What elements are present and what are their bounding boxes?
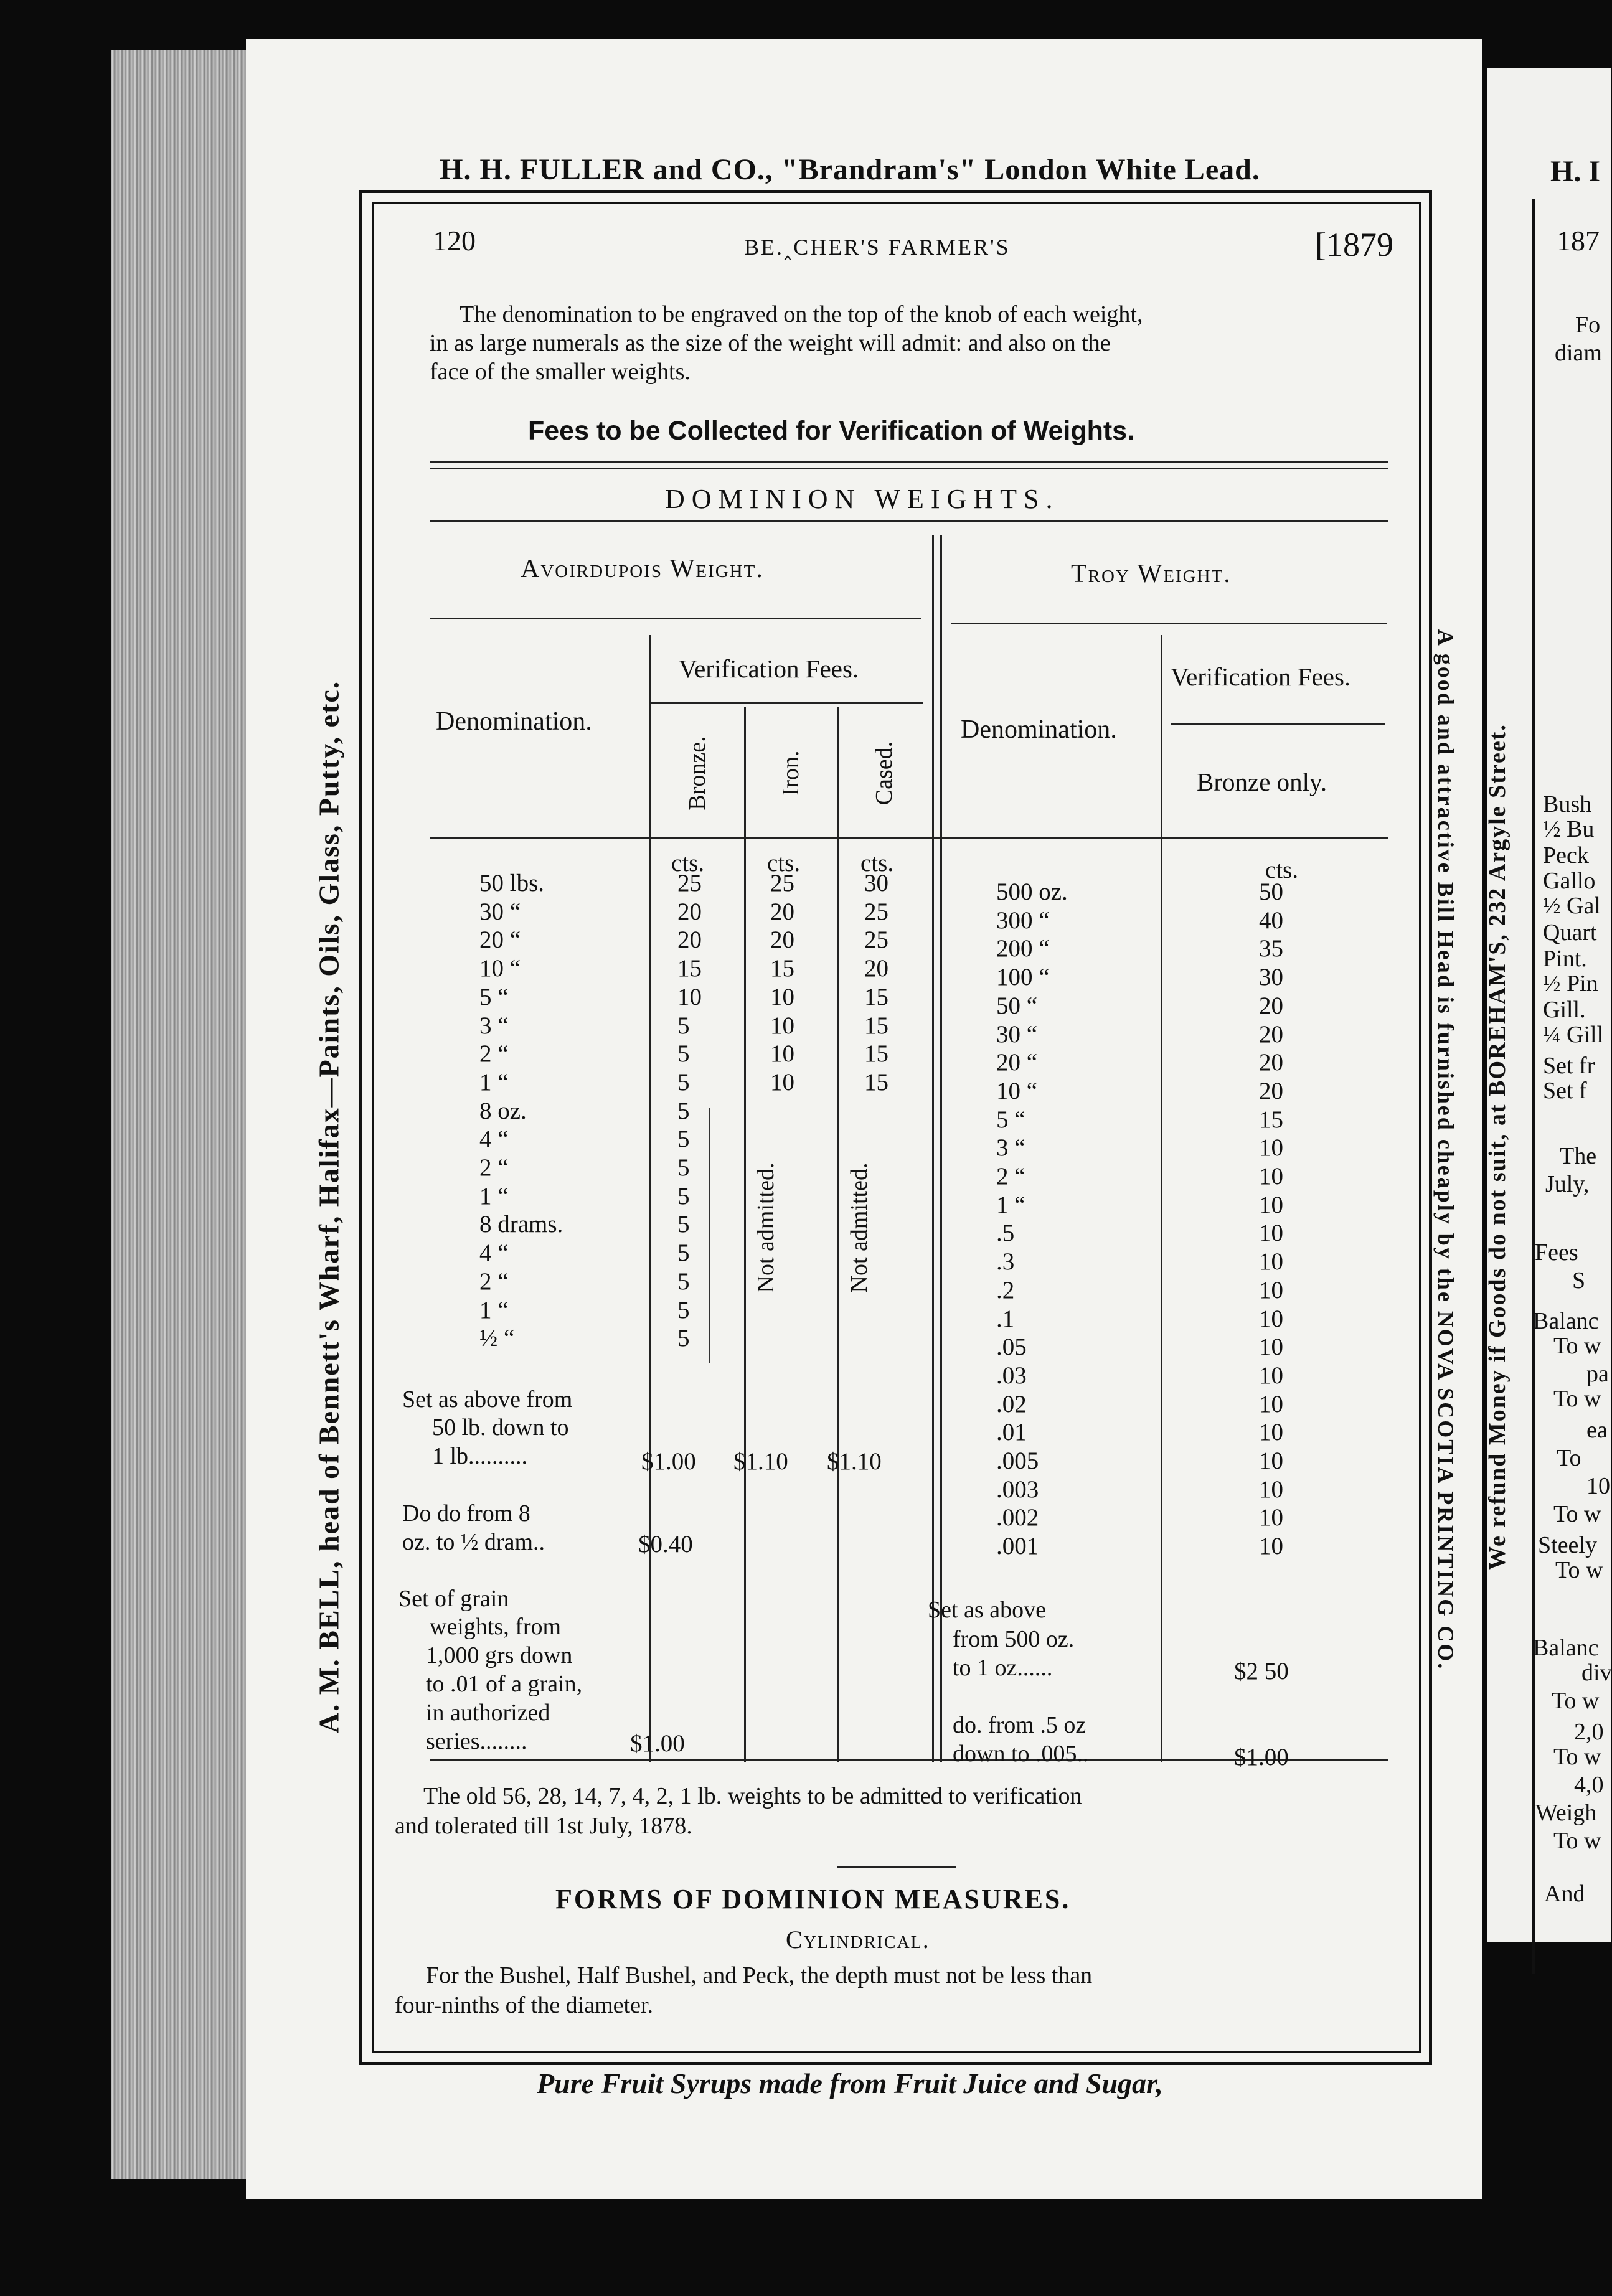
avoirdupois-fees-header: Verification Fees. xyxy=(679,654,859,683)
troy-denomination-cell: .001 xyxy=(996,1533,1039,1560)
troy-denomination-cell: .03 xyxy=(996,1362,1027,1389)
troy-fee-cell: 10 xyxy=(1259,1163,1283,1190)
rule xyxy=(951,623,1387,624)
avoirdupois-denomination-cell: 8 drams. xyxy=(479,1211,563,1238)
troy-denomination-cell: .3 xyxy=(996,1248,1015,1276)
facing-page-fragment: Fees xyxy=(1535,1240,1578,1266)
avoirdupois-iron-cell: 20 xyxy=(770,926,794,954)
troy-denomination-header: Denomination. xyxy=(961,715,1117,744)
facing-page-fragment: And xyxy=(1544,1881,1585,1907)
facing-page-fragment: Peck xyxy=(1543,842,1589,868)
troy-denomination-cell: 10 “ xyxy=(996,1077,1038,1104)
avoirdupois-denomination-cell: 8 oz. xyxy=(479,1097,527,1124)
troy-denomination-cell: .002 xyxy=(996,1504,1039,1531)
avoirdupois-denomination-cell: 2 “ xyxy=(479,1268,509,1295)
rule xyxy=(430,461,1388,463)
rule xyxy=(430,837,1388,839)
avoirdupois-denomination-cell: 10 “ xyxy=(479,955,521,982)
facing-page-fragment: diam xyxy=(1555,340,1602,366)
avoirdupois-bronze-cell: 15 xyxy=(677,955,702,982)
cased-header: Cased. xyxy=(871,741,897,806)
troy-denomination-cell: 1 “ xyxy=(996,1191,1025,1218)
av-set1-iron-fee: $1.10 xyxy=(733,1448,788,1475)
troy-set1-line-2: from 500 oz. xyxy=(953,1626,1075,1652)
av-set3-line-4: to .01 of a grain, xyxy=(426,1671,583,1697)
troy-units: cts. xyxy=(1265,857,1299,883)
troy-fee-cell: 10 xyxy=(1259,1419,1283,1446)
rule xyxy=(649,702,923,704)
measures-line-1: For the Bushel, Half Bushel, and Peck, the depth must not be less than xyxy=(426,1962,1093,1988)
facing-page-fragment: ½ Gal xyxy=(1543,893,1601,919)
av-set3-line-2: weights, from xyxy=(430,1614,562,1640)
troy-set2-line-2: down to .005.. xyxy=(953,1741,1089,1767)
troy-denomination-cell: .02 xyxy=(996,1390,1027,1418)
left-margin-advertisement: A. M. BELL, head of Bennett's Wharf, Halifax—Paints, Oils, Glass, Putty, etc. xyxy=(313,680,345,1734)
avoirdupois-denomination-cell: 1 “ xyxy=(479,1068,509,1096)
av-set1-line-1: Set as above from xyxy=(402,1386,573,1413)
avoirdupois-denomination-cell: 2 “ xyxy=(479,1154,509,1182)
cased-units: cts. xyxy=(860,850,894,877)
avoirdupois-iron-cell: 10 xyxy=(770,1012,794,1039)
cylindrical-heading: Cylindrical. xyxy=(786,1926,930,1954)
avoirdupois-iron-cell: 10 xyxy=(770,983,794,1010)
avoirdupois-denomination-cell: 20 “ xyxy=(479,926,521,954)
av-set1-bronze-fee: $1.00 xyxy=(641,1448,696,1475)
avoirdupois-cased-fees xyxy=(864,869,888,1097)
avoirdupois-bronze-cell: 5 xyxy=(677,1211,690,1238)
troy-fee-cell: 10 xyxy=(1259,1248,1283,1276)
right-margin-advertisement: A good and attractive Bill Head is furnished cheaply by the NOVA SCOTIA PRINTING CO. xyxy=(1433,629,1458,1671)
facing-page-fragment: Weigh xyxy=(1535,1800,1597,1826)
troy-fees-header: Verification Fees. xyxy=(1171,662,1351,691)
facing-page-fragment: S xyxy=(1572,1268,1586,1294)
troy-denomination-cell: 20 “ xyxy=(996,1049,1038,1076)
facing-page-fragment: Quart xyxy=(1543,920,1597,946)
troy-denomination-cell: .05 xyxy=(996,1334,1027,1361)
note-line-2: and tolerated till 1st July, 1878. xyxy=(395,1813,692,1839)
avoirdupois-denomination-cell: 3 “ xyxy=(479,1012,509,1039)
page-edges xyxy=(111,50,248,2179)
troy-denomination-cell: .01 xyxy=(996,1419,1027,1446)
facing-page-fragment: pa xyxy=(1586,1361,1609,1387)
facing-page-fragment: Set fr xyxy=(1543,1053,1595,1079)
rule xyxy=(1171,723,1385,725)
troy-denomination-cell: .2 xyxy=(996,1276,1015,1304)
troy-set2-line-1: do. from .5 oz xyxy=(953,1712,1086,1738)
bronze-units: cts. xyxy=(671,850,705,877)
facing-page-border xyxy=(1532,199,1535,1974)
avoirdupois-denomination-cell: 50 lbs. xyxy=(479,870,545,896)
note-line-1: The old 56, 28, 14, 7, 4, 2, 1 lb. weights to be admitted to verification xyxy=(423,1783,1082,1809)
avoirdupois-iron-fees xyxy=(770,869,794,1097)
av-set1-cased-fee: $1.10 xyxy=(827,1448,882,1475)
facing-page-fragment: The xyxy=(1560,1143,1597,1169)
troy-denomination-cell: .1 xyxy=(996,1305,1015,1332)
avoirdupois-bronze-cell: 25 xyxy=(677,870,702,896)
troy-set1-fee: $2 50 xyxy=(1234,1658,1289,1685)
facing-page-fragment: To w xyxy=(1553,1744,1601,1770)
measures-line-2: four-ninths of the diameter. xyxy=(395,1992,654,2018)
troy-fee-cell: 10 xyxy=(1259,1447,1283,1475)
av-set3-line-3: 1,000 grs down xyxy=(426,1642,573,1668)
troy-set1-line-3: to 1 oz...... xyxy=(953,1655,1053,1681)
facing-page-fragment: To xyxy=(1557,1445,1581,1471)
facing-page-fragment: 4,0 xyxy=(1574,1772,1604,1798)
avoirdupois-bronze-cell: 5 xyxy=(677,1296,690,1324)
fees-heading: Fees to be Collected for Verification of Weights. xyxy=(528,416,1135,446)
avoirdupois-iron-cell: 25 xyxy=(770,870,794,896)
year: [1879 xyxy=(1315,226,1393,263)
troy-denomination-cell: 300 “ xyxy=(996,906,1050,934)
avoirdupois-bronze-cell: 5 xyxy=(677,1040,690,1068)
troy-denomination-cell: 30 “ xyxy=(996,1020,1038,1048)
page-number: 120 xyxy=(433,225,476,256)
troy-denomination-cell: 100 “ xyxy=(996,964,1050,991)
troy-fee-cell: 40 xyxy=(1259,906,1283,934)
avoirdupois-bronze-cell: 5 xyxy=(677,1012,690,1039)
avoirdupois-bronze-cell: 5 xyxy=(677,1240,690,1267)
avoirdupois-bronze-cell: 5 xyxy=(677,1182,690,1210)
facing-page-fragment: ¼ Gill xyxy=(1543,1022,1604,1048)
avoirdupois-bronze-cell: 5 xyxy=(677,1126,690,1153)
troy-set1-line-1: Set as above xyxy=(928,1597,1046,1623)
troy-fees xyxy=(1259,878,1283,1561)
avoirdupois-cased-cell: 15 xyxy=(864,1068,888,1096)
brace xyxy=(709,1108,710,1363)
troy-denomination-cell: 500 oz. xyxy=(996,878,1068,905)
av-set2-line-2: oz. to ½ dram.. xyxy=(402,1529,545,1555)
avoirdupois-bronze-cell: 20 xyxy=(677,926,702,954)
avoirdupois-cased-cell: 15 xyxy=(864,1012,888,1039)
troy-fee-cell: 10 xyxy=(1259,1305,1283,1332)
troy-fee-cell: 20 xyxy=(1259,1077,1283,1104)
iron-units: cts. xyxy=(767,850,801,877)
troy-fee-cell: 20 xyxy=(1259,1049,1283,1076)
footer-advertisement: Pure Fruit Syrups made from Fruit Juice and Sugar, xyxy=(537,2068,1163,2099)
bronze-header: Bronze. xyxy=(684,736,710,811)
facing-page-fragment: Steely xyxy=(1538,1532,1597,1558)
avoirdupois-denomination-header: Denomination. xyxy=(436,707,592,736)
troy-fee-cell: 10 xyxy=(1259,1390,1283,1418)
troy-denomination-cell: .003 xyxy=(996,1475,1039,1503)
avoirdupois-iron-cell: 10 xyxy=(770,1068,794,1096)
column-divider xyxy=(744,707,746,1762)
troy-denomination-cell: 200 “ xyxy=(996,935,1050,962)
avoirdupois-denomination-cell: 5 “ xyxy=(479,983,509,1010)
troy-fee-cell: 10 xyxy=(1259,1504,1283,1531)
bronze-only-header: Bronze only. xyxy=(1197,768,1327,796)
facing-page-fragment: div xyxy=(1581,1660,1612,1686)
avoirdupois-denomination-cell: ½ “ xyxy=(479,1325,515,1352)
cased-not-admitted: Not admitted. xyxy=(846,1162,872,1293)
avoirdupois-denomination-cell: 1 “ xyxy=(479,1296,509,1324)
avoirdupois-cased-cell: 30 xyxy=(864,870,888,896)
facing-page-fragment: ½ Pin xyxy=(1543,971,1598,997)
facing-page-fragment: Gallo xyxy=(1543,868,1596,894)
rule xyxy=(430,468,1388,469)
column-divider xyxy=(837,707,839,1762)
avoirdupois-cased-cell: 15 xyxy=(864,1040,888,1068)
avoirdupois-bronze-cell: 5 xyxy=(677,1154,690,1182)
facing-page-fragment: Fo xyxy=(1575,312,1601,338)
intro-line-3: face of the smaller weights. xyxy=(430,359,691,385)
facing-page-fragment: Pint. xyxy=(1543,946,1587,972)
facing-page-fragment: To w xyxy=(1555,1557,1603,1583)
facing-header-fragment: H. I xyxy=(1550,155,1601,188)
avoirdupois-iron-cell: 20 xyxy=(770,898,794,925)
troy-fee-cell: 10 xyxy=(1259,1220,1283,1247)
intro-line-2: in as large numerals as the size of the weight will admit: and also on the xyxy=(430,330,1111,356)
avoirdupois-denominations xyxy=(479,869,563,1353)
facing-page-fragment: ea xyxy=(1586,1417,1608,1443)
troy-fee-cell: 20 xyxy=(1259,1020,1283,1048)
troy-denomination-cell: 3 “ xyxy=(996,1134,1025,1162)
avoirdupois-cased-cell: 15 xyxy=(864,983,888,1010)
facing-page-fragment: ½ Bu xyxy=(1543,816,1595,842)
troy-fee-cell: 10 xyxy=(1259,1475,1283,1503)
avoirdupois-heading: Avoirdupois Weight. xyxy=(521,555,764,583)
iron-not-admitted: Not admitted. xyxy=(753,1162,779,1293)
iron-header: Iron. xyxy=(778,750,804,796)
av-set2-line-1: Do do from 8 xyxy=(402,1500,530,1527)
header-advertisement: H. H. FULLER and CO., "Brandram's" London White Lead. xyxy=(440,153,1260,186)
avoirdupois-bronze-cell: 5 xyxy=(677,1325,690,1352)
facing-page-fragment: Gill. xyxy=(1543,997,1586,1023)
facing-page-fragment: Set f xyxy=(1543,1078,1587,1104)
av-set1-line-3: 1 lb.......... xyxy=(432,1443,528,1469)
facing-page-number: 187 xyxy=(1557,225,1600,256)
avoirdupois-iron-cell: 15 xyxy=(770,955,794,982)
av-set3-fee: $1.00 xyxy=(630,1730,685,1757)
facing-page-fragment: Balanc xyxy=(1533,1308,1599,1334)
avoirdupois-bronze-cell: 5 xyxy=(677,1097,690,1124)
avoirdupois-denomination-cell: 4 “ xyxy=(479,1240,509,1267)
facing-page-fragment: 2,0 xyxy=(1574,1719,1604,1745)
facing-page-fragment: To w xyxy=(1552,1688,1600,1714)
troy-denomination-cell: .5 xyxy=(996,1220,1015,1247)
troy-fee-cell: 35 xyxy=(1259,935,1283,962)
rule xyxy=(430,618,921,619)
column-divider xyxy=(1161,635,1162,1762)
running-title: BE.‸CHER'S FARMER'S xyxy=(744,235,1011,260)
troy-fee-cell: 50 xyxy=(1259,878,1283,905)
troy-fee-cell: 10 xyxy=(1259,1276,1283,1304)
avoirdupois-bronze-cell: 10 xyxy=(677,983,702,1010)
facing-page-fragment: Balanc xyxy=(1533,1635,1599,1661)
av-set3-line-1: Set of grain xyxy=(398,1586,509,1612)
avoirdupois-bronze-fees xyxy=(677,869,702,1353)
facing-page-fragment: To w xyxy=(1553,1333,1601,1359)
av-set3-line-6: series........ xyxy=(426,1728,527,1754)
troy-denomination-cell: .005 xyxy=(996,1447,1039,1475)
avoirdupois-denomination-cell: 2 “ xyxy=(479,1040,509,1068)
avoirdupois-cased-cell: 20 xyxy=(864,955,888,982)
intro-line-1: The denomination to be engraved on the top of the knob of each weight, xyxy=(460,301,1143,327)
facing-page-fragment: To w xyxy=(1553,1828,1601,1854)
troy-denomination-cell: 2 “ xyxy=(996,1163,1025,1190)
avoirdupois-bronze-cell: 5 xyxy=(677,1068,690,1096)
column-divider xyxy=(940,535,942,1762)
troy-fee-cell: 10 xyxy=(1259,1191,1283,1218)
avoirdupois-denomination-cell: 30 “ xyxy=(479,898,521,925)
avoirdupois-cased-cell: 25 xyxy=(864,898,888,925)
troy-fee-cell: 10 xyxy=(1259,1134,1283,1162)
troy-denomination-cell: 50 “ xyxy=(996,992,1038,1019)
avoirdupois-denomination-cell: 1 “ xyxy=(479,1182,509,1210)
column-divider xyxy=(649,635,651,1762)
av-set3-line-5: in authorized xyxy=(426,1700,550,1726)
facing-page-fragment: To w xyxy=(1553,1501,1601,1527)
avoirdupois-iron-cell: 10 xyxy=(770,1040,794,1068)
rule xyxy=(837,1866,956,1868)
troy-fee-cell: 30 xyxy=(1259,964,1283,991)
facing-page-fragment: To w xyxy=(1553,1386,1601,1412)
avoirdupois-bronze-cell: 20 xyxy=(677,898,702,925)
av-set2-fee: $0.40 xyxy=(638,1531,693,1558)
troy-denominations xyxy=(996,878,1068,1561)
avoirdupois-bronze-cell: 5 xyxy=(677,1268,690,1295)
av-set1-line-2: 50 lb. down to xyxy=(432,1414,569,1441)
troy-set2-fee: $1.00 xyxy=(1234,1744,1289,1771)
facing-page-margin-advertisement: We refund Money if Goods do not suit, at BOREHAM'S, 232 Argyle Street. xyxy=(1484,723,1511,1570)
column-divider xyxy=(932,535,934,1762)
avoirdupois-denomination-cell: 4 “ xyxy=(479,1126,509,1153)
troy-fee-cell: 10 xyxy=(1259,1362,1283,1389)
table-title: DOMINION WEIGHTS. xyxy=(665,484,1060,514)
facing-page-fragment: July, xyxy=(1545,1171,1590,1197)
avoirdupois-cased-cell: 25 xyxy=(864,926,888,954)
facing-page-fragment: Bush xyxy=(1543,791,1592,817)
troy-fee-cell: 20 xyxy=(1259,992,1283,1019)
facing-page-fragment: 10 xyxy=(1586,1473,1610,1499)
measures-heading: FORMS OF DOMINION MEASURES. xyxy=(555,1884,1071,1914)
troy-fee-cell: 10 xyxy=(1259,1533,1283,1560)
troy-fee-cell: 10 xyxy=(1259,1334,1283,1361)
troy-heading: Troy Weight. xyxy=(1071,560,1232,588)
troy-denomination-cell: 5 “ xyxy=(996,1106,1025,1133)
troy-fee-cell: 15 xyxy=(1259,1106,1283,1133)
rule xyxy=(430,520,1388,522)
